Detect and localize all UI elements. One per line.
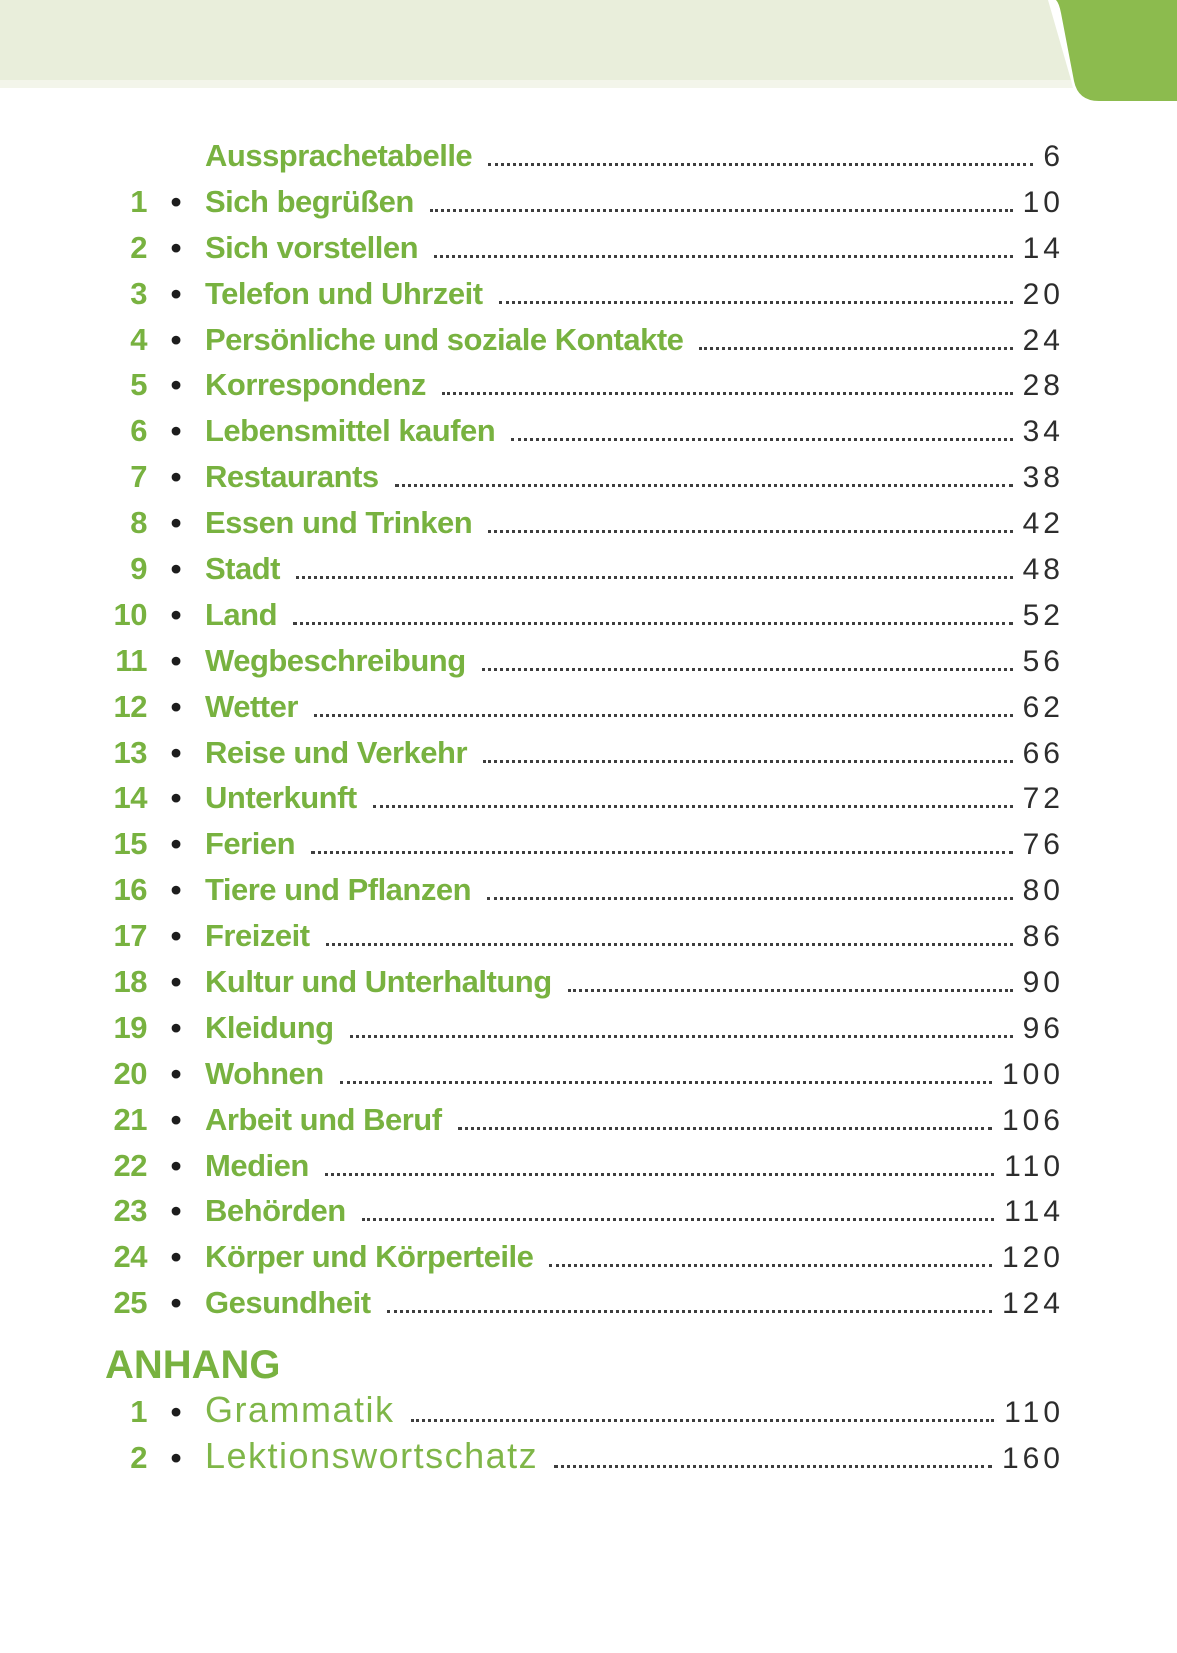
page-number: 14: [1022, 231, 1064, 265]
dotted-leader: [314, 714, 1013, 717]
bullet-icon: •: [170, 183, 182, 219]
dotted-leader: [488, 163, 1033, 166]
dotted-leader: [395, 484, 1013, 487]
chapter-title: Restaurants: [205, 459, 379, 495]
chapter-number: 20: [113, 1055, 147, 1091]
page-number: 72: [1022, 782, 1064, 816]
toc-row: [0, 364, 1177, 410]
toc-row: [0, 456, 1177, 502]
chapter-number: 25: [113, 1285, 147, 1321]
chapter-number: 1: [130, 183, 147, 219]
page-number: 38: [1022, 461, 1064, 495]
chapter-number: 18: [113, 964, 147, 1000]
page-number: 52: [1022, 598, 1064, 632]
page-number: 10: [1022, 185, 1064, 219]
chapter-number: 11: [115, 642, 147, 678]
page-number: 114: [1004, 1195, 1064, 1229]
bullet-icon: •: [170, 596, 182, 632]
toc-row: [0, 502, 1177, 548]
chapter-number: 17: [113, 918, 147, 954]
chapter-title: Gesundheit: [205, 1285, 371, 1321]
chapter-number: 2: [130, 1440, 147, 1476]
chapter-title: Lektionswortschatz: [205, 1435, 539, 1477]
dotted-leader: [483, 760, 1013, 763]
chapter-title: Aussprachetabelle: [205, 138, 473, 173]
table-of-contents: [0, 135, 1177, 1480]
page-number: 86: [1022, 920, 1064, 954]
chapter-title: Sich vorstellen: [205, 229, 419, 265]
chapter-title: Ferien: [205, 826, 296, 862]
dotted-leader: [568, 989, 1013, 992]
header-tab: [1056, 0, 1177, 101]
page-number: 106: [1001, 1103, 1064, 1137]
toc-row: [0, 915, 1177, 961]
page-number: 96: [1022, 1011, 1064, 1045]
chapter-number: 9: [130, 551, 147, 587]
page-number: 62: [1022, 690, 1064, 724]
toc-row: [0, 686, 1177, 732]
page-number: 110: [1004, 1396, 1064, 1430]
toc-row: [0, 1099, 1177, 1145]
toc-row: [0, 1190, 1177, 1236]
dotted-leader: [387, 1310, 992, 1313]
toc-row: [0, 1434, 1177, 1480]
bullet-icon: •: [170, 1009, 182, 1045]
page-number: 24: [1022, 323, 1064, 357]
dotted-leader: [549, 1264, 992, 1267]
dotted-leader: [326, 943, 1013, 946]
chapter-number: 13: [113, 734, 147, 770]
dotted-leader: [458, 1127, 992, 1130]
page-number: 124: [1001, 1287, 1064, 1321]
bullet-icon: •: [170, 459, 182, 495]
chapter-number: 12: [113, 688, 147, 724]
chapter-number: 14: [113, 780, 147, 816]
toc-row: [0, 273, 1177, 319]
bullet-icon: •: [170, 367, 182, 403]
toc-row: [0, 1236, 1177, 1282]
appendix-entries: [0, 1388, 1177, 1480]
chapter-title: Essen und Trinken: [205, 505, 473, 541]
toc-row: [0, 1145, 1177, 1191]
chapter-title: Kleidung: [205, 1009, 334, 1045]
toc-row: [0, 319, 1177, 365]
header-decoration: [0, 0, 1177, 120]
chapter-title: Tiere und Pflanzen: [205, 872, 472, 908]
dotted-leader: [350, 1035, 1013, 1038]
page-number: 28: [1022, 369, 1064, 403]
chapter-title: Wegbeschreibung: [205, 642, 466, 678]
toc-row: [0, 227, 1177, 273]
toc-row: [0, 961, 1177, 1007]
chapter-number: 15: [113, 826, 147, 862]
bullet-icon: •: [170, 780, 182, 816]
chapter-number: 22: [113, 1147, 147, 1183]
chapter-number: 8: [130, 505, 147, 541]
dotted-leader: [296, 576, 1013, 579]
dotted-leader: [373, 805, 1013, 808]
chapter-title: Stadt: [205, 551, 280, 587]
dotted-leader: [362, 1218, 994, 1221]
toc-row: [0, 1388, 1177, 1434]
dotted-leader: [488, 530, 1013, 533]
chapter-number: 19: [113, 1009, 147, 1045]
chapter-number: 21: [113, 1101, 147, 1137]
bullet-icon: •: [170, 964, 182, 1000]
chapter-title: Persönliche und soziale Kontakte: [205, 321, 684, 357]
dotted-leader: [442, 392, 1013, 395]
page-number: 76: [1022, 828, 1064, 862]
toc-row: [0, 823, 1177, 869]
dotted-leader: [293, 622, 1013, 625]
bullet-icon: •: [170, 551, 182, 587]
bullet-icon: •: [170, 321, 182, 357]
chapter-title: Unterkunft: [205, 780, 357, 816]
page-number: 120: [1001, 1241, 1064, 1275]
page-number: 56: [1022, 644, 1064, 678]
chapter-title: Medien: [205, 1147, 309, 1183]
toc-row: [0, 594, 1177, 640]
toc-row: [0, 181, 1177, 227]
chapter-title: Freizeit: [205, 918, 310, 954]
bullet-icon: •: [170, 1193, 182, 1229]
chapter-title: Lebensmittel kaufen: [205, 413, 496, 449]
dotted-leader: [482, 668, 1013, 671]
chapter-title: Körper und Körperteile: [205, 1239, 534, 1275]
chapter-number: 6: [130, 413, 147, 449]
chapter-number: 16: [113, 872, 147, 908]
page-number: 160: [1001, 1442, 1064, 1476]
bullet-icon: •: [170, 1147, 182, 1183]
dotted-leader: [554, 1465, 992, 1468]
toc-row: [0, 1053, 1177, 1099]
chapter-title: Behörden: [205, 1193, 346, 1229]
chapter-title: Sich begrüßen: [205, 183, 414, 219]
toc-row: [0, 640, 1177, 686]
chapter-number: 5: [130, 367, 147, 403]
page-number: 34: [1022, 415, 1064, 449]
chapter-title: Grammatik: [205, 1389, 395, 1431]
chapter-number: 24: [113, 1239, 147, 1275]
chapter-title: Kultur und Unterhaltung: [205, 964, 552, 1000]
dotted-leader: [699, 347, 1012, 350]
chapter-number: 3: [130, 275, 147, 311]
chapter-title: Korrespondenz: [205, 367, 426, 403]
page-number: 110: [1004, 1149, 1064, 1183]
bullet-icon: •: [170, 1285, 182, 1321]
dotted-leader: [411, 1419, 995, 1422]
chapter-title: Wohnen: [205, 1055, 324, 1091]
chapter-number: 4: [130, 321, 147, 357]
toc-row: [0, 135, 1177, 181]
toc-row: [0, 777, 1177, 823]
appendix-heading: ANHANG: [105, 1343, 281, 1388]
toc-row: [0, 548, 1177, 594]
header-band-edge: [0, 80, 1073, 88]
dotted-leader: [511, 438, 1012, 441]
bullet-icon: •: [170, 688, 182, 724]
chapter-number: 2: [130, 229, 147, 265]
dotted-leader: [499, 301, 1013, 304]
bullet-icon: •: [170, 872, 182, 908]
chapter-title: Wetter: [205, 688, 298, 724]
toc-row: [0, 732, 1177, 778]
bullet-icon: •: [170, 1394, 182, 1430]
bullet-icon: •: [170, 275, 182, 311]
page-number: 6: [1043, 140, 1064, 173]
chapter-title: Telefon und Uhrzeit: [205, 275, 483, 311]
dotted-leader: [487, 897, 1013, 900]
dotted-leader: [434, 255, 1013, 258]
dotted-leader: [325, 1173, 994, 1176]
toc-row: [0, 869, 1177, 915]
page-number: 48: [1022, 553, 1064, 587]
bullet-icon: •: [170, 1239, 182, 1275]
chapter-title: Arbeit und Beruf: [205, 1101, 442, 1137]
bullet-icon: •: [170, 918, 182, 954]
chapter-number: 10: [113, 596, 147, 632]
chapter-number: 23: [113, 1193, 147, 1229]
bullet-icon: •: [170, 826, 182, 862]
bullet-icon: •: [170, 734, 182, 770]
chapter-title: Land: [205, 596, 278, 632]
page-number: 20: [1022, 277, 1064, 311]
toc-entries: [0, 135, 1177, 1328]
chapter-title: Reise und Verkehr: [205, 734, 468, 770]
bullet-icon: •: [170, 1440, 182, 1476]
page-number: 42: [1022, 507, 1064, 541]
page-number: 90: [1022, 966, 1064, 1000]
toc-row: [0, 410, 1177, 456]
toc-row: [0, 1007, 1177, 1053]
dotted-leader: [311, 851, 1013, 854]
bullet-icon: •: [170, 413, 182, 449]
bullet-icon: •: [170, 1101, 182, 1137]
toc-row: [0, 1282, 1177, 1328]
page-number: 66: [1022, 736, 1064, 770]
chapter-number: 7: [130, 459, 147, 495]
header-band: [0, 0, 1071, 80]
page-number: 80: [1022, 874, 1064, 908]
bullet-icon: •: [170, 642, 182, 678]
chapter-number: 1: [130, 1394, 147, 1430]
bullet-icon: •: [170, 229, 182, 265]
bullet-icon: •: [170, 1055, 182, 1091]
dotted-leader: [430, 209, 1013, 212]
bullet-icon: •: [170, 505, 182, 541]
page-number: 100: [1001, 1057, 1064, 1091]
dotted-leader: [340, 1081, 992, 1084]
